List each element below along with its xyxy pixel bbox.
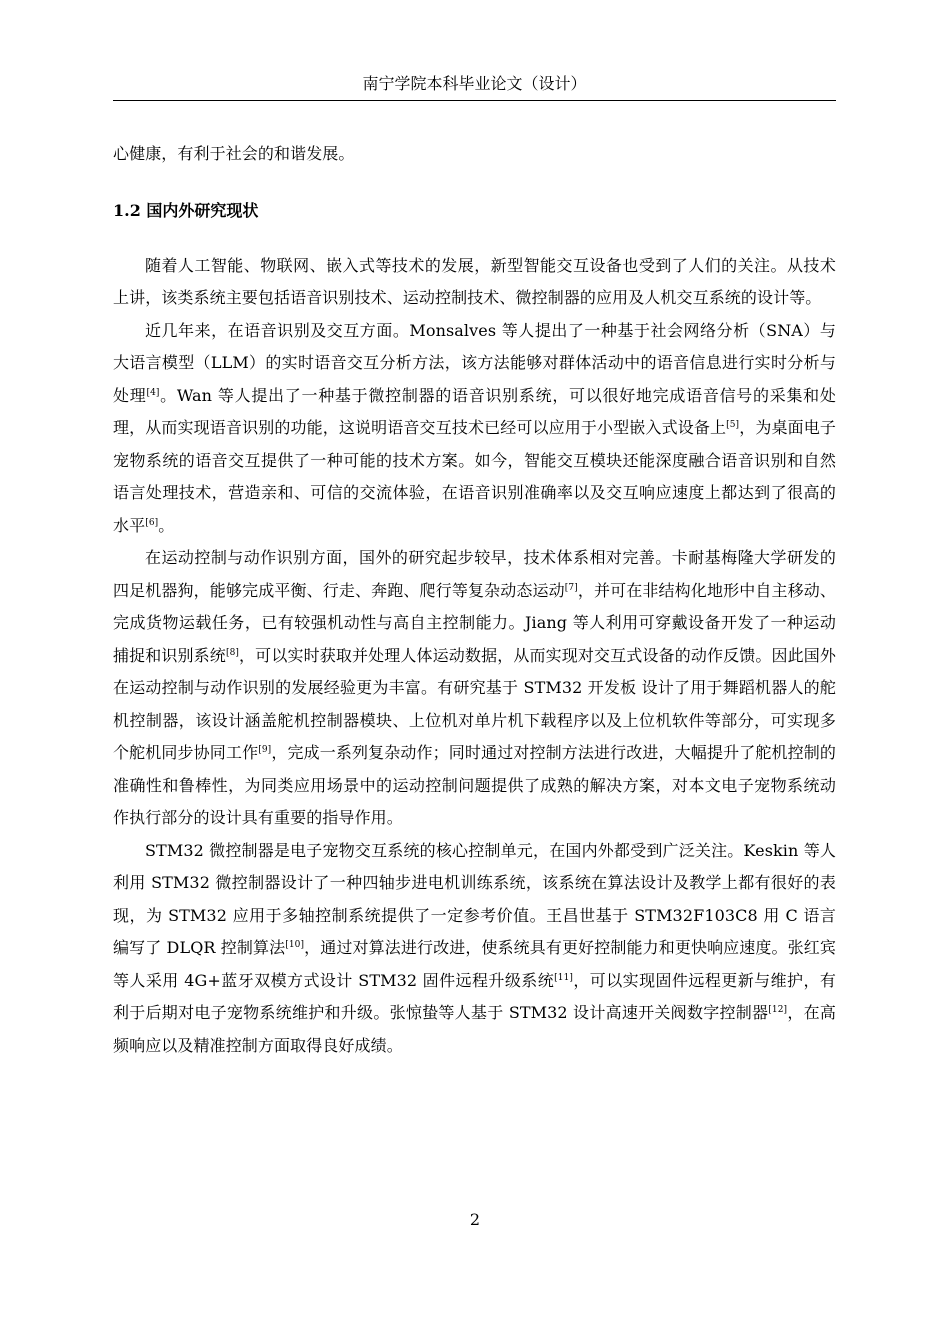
paragraph-motion-control (113, 542, 836, 835)
paragraph-text: 近几年来，在语音识别及交互方面。Monsalves 等人提出了一种基于社会网络分析（SNA）与大语言模型（LLM）的实时语音交互分析方法，该方法能够对群体活动中的语音信息进行实时分析与处理 (113, 320, 836, 405)
page-number: 2 (469, 1210, 481, 1229)
section-heading: 1.2 国内外研究现状 (113, 200, 259, 220)
paragraph-text: ，并可在非结构化地形中自主移动、完成货物运载任务，已有较强机动性与高自主控制能力。Jiang 等人利用可穿戴设备开发了一种运动捕捉和识别系统 (113, 580, 836, 665)
paragraph-text: ，可以实现固件远程更新与维护，有利于后期对电子宠物系统维护和升级。张惊蛰等人基于 STM32 设计高速开关阀数字控制器 (113, 970, 836, 1022)
paragraph-continued: 心健康，有利于社会的和谐发展。 (113, 144, 355, 163)
header-rule (113, 100, 836, 101)
paragraph-text: ，为桌面电子宠物系统的语音交互提供了一种可能的技术方案。如今，智能交互模块还能深度融合语音识别和自然语言处理技术，营造亲和、可信的交流体验，在语音识别准确率以及交互响应速度上都达到了很高的水平 (113, 418, 836, 535)
paragraph-stm32 (113, 835, 836, 1063)
paragraph-voice-recognition (113, 315, 836, 543)
paragraph-text: 在运动控制与动作识别方面，国外的研究起步较早，技术体系相对完善。卡耐基梅隆大学研发的四足机器狗，能够完成平衡、行走、奔跑、爬行等复杂动态运动 (113, 548, 836, 600)
running-header: 南宁学院本科毕业论文（设计） (362, 74, 587, 93)
paragraph-intro: 随着人工智能、物联网、嵌入式等技术的发展，新型智能交互设备也受到了人们的关注。从技术上讲，该类系统主要包括语音识别技术、运动控制技术、微控制器的应用及人机交互系统的设计等。 (113, 255, 836, 307)
citation-ref: [9] (258, 745, 272, 755)
paragraph-text: ，通过对算法进行改进，使系统具有更好控制能力和更快响应速度。张红宾等人采用 4G+蓝牙双模方式设计 STM32 固件远程升级系统 (113, 938, 836, 990)
citation-ref: [12] (768, 1005, 788, 1015)
citation-ref: [10] (285, 940, 305, 950)
citation-ref: [5] (726, 420, 740, 430)
citation-ref: [7] (564, 582, 578, 593)
paragraph-text: 。 (158, 515, 175, 535)
citation-ref: [8] (225, 647, 240, 658)
citation-ref: [4] (146, 387, 160, 398)
citation-ref: [6] (145, 517, 159, 528)
paragraph-text: 。Wan 等人提出了一种基于微控制器的语音识别系统，可以很好地完成语音信号的采集和处理，从而实现语音识别的功能，这说明语音交互技术已经可以应用于小型嵌入式设备上 (113, 385, 837, 437)
paragraph-text: ，在高频响应以及精准控制方面取得良好成绩。 (113, 1003, 836, 1055)
paragraph-text: ，可以实时获取并处理人体运动数据，从而实现对交互式设备的动作反馈。因此国外在运动控制与动作识别的发展经验更为丰富。有研究基于 STM32 开发板 设计了用于舞蹈机器人的舵机控制器，该设计涵盖舵机控制器模块、上位机对单片机下载程序以及上位机软件等部分，可实现多个舵机同步协同工作 (113, 645, 837, 762)
paragraph-text: STM32 微控制器是电子宠物交互系统的核心控制单元，在国内外都受到广泛关注。Keskin 等人利用 STM32 微控制器设计了一种四轴步进电机训练系统，该系统在算法设计及教学上都有很好的表现，为 STM32 应用于多轴控制系统提供了一定参考价值。王昌世基于 STM32F103C8 用 C 语言编写了 DLQR 控制算法 (113, 840, 836, 957)
citation-ref: [11] (554, 972, 574, 983)
page-body (113, 138, 836, 1062)
paragraph-text: ，完成一系列复杂动作；同时通过对控制方法进行改进，大幅提升了舵机控制的准确性和鲁棒性，为同类应用场景中的运动控制问题提供了成熟的解决方案，对本文电子宠物系统动作执行部分的设计具有重要的指导作用。 (113, 743, 836, 827)
